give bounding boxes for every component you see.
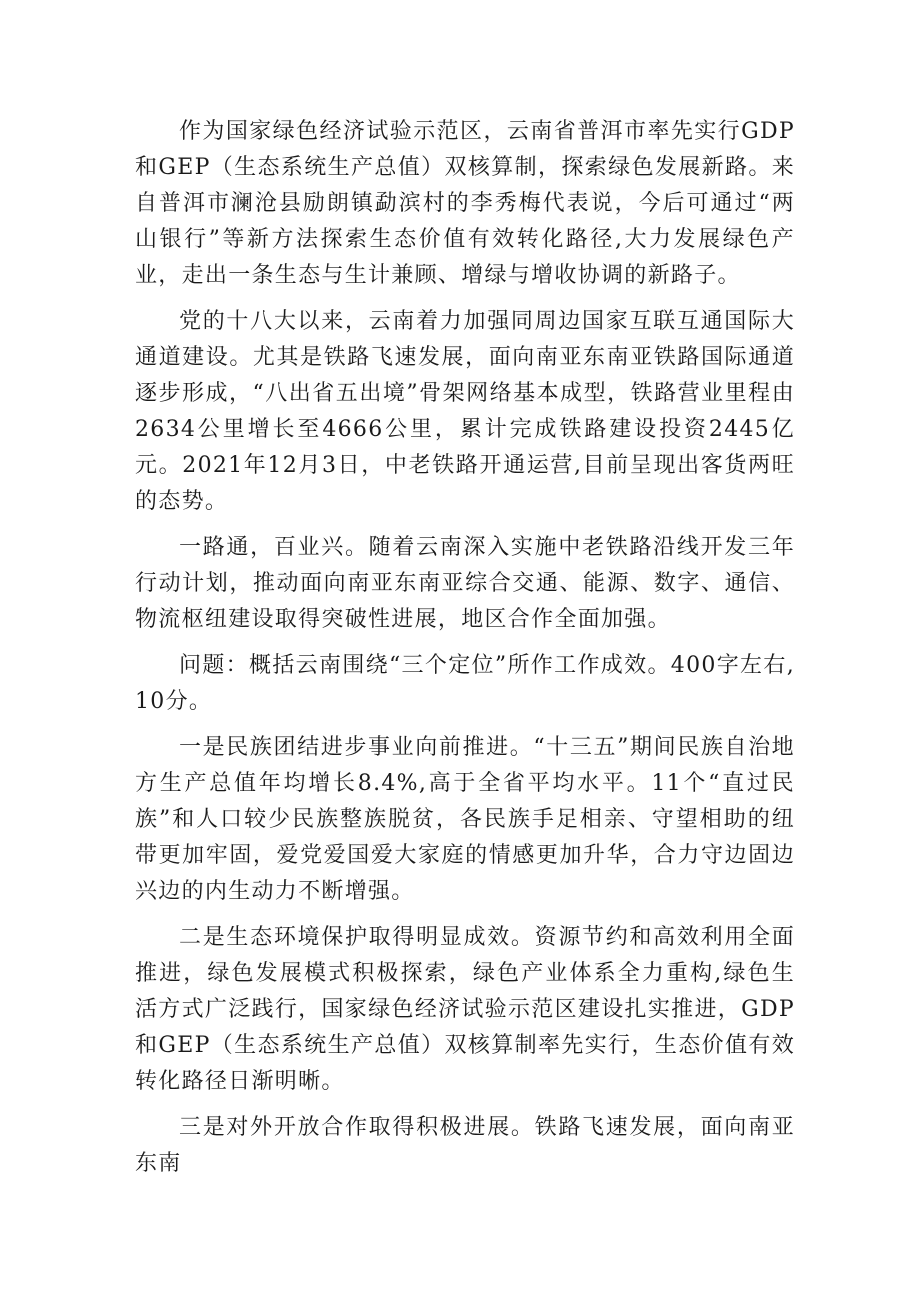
- paragraph-answer-opening-up: 三是对外开放合作取得积极进展。铁路飞速发展，面向南亚东南: [135, 1115, 795, 1176]
- paragraph-railway-development: 党的十八大以来，云南着力加强同周边国家互联互通国际大通道建设。尤其是铁路飞速发展，面向南亚东南亚铁路国际通道逐步形成，“八出省五出境”骨架网络基本成型，铁路营业里程由2634公里增长至4666公里，累计完成铁路建设投资2445亿元。2021年12月3日，中老铁路开通运营,目前呈现出客货两旺的态势。: [135, 309, 795, 514]
- paragraph-question: 问题：概括云南围绕“三个定位”所作工作成效。400字左右,10分。: [135, 653, 795, 714]
- paragraph-green-economy: 作为国家绿色经济试验示范区，云南省普洱市率先实行GDP和GEP（生态系统生产总值）双核算制，探索绿色发展新路。来自普洱市澜沧县励朗镇勐滨村的李秀梅代表说，今后可通过“两山银行”等新方法探索生态价值有效转化路径,大力发展绿色产业，走出一条生态与生计兼顾、增绿与增收协调的新路子。: [135, 119, 795, 288]
- paragraph-answer-ecology: 二是生态环境保护取得明显成效。资源节约和高效利用全面推进，绿色发展模式积极探索，绿色产业体系全力重构,绿色生活方式广泛践行，国家绿色经济试验示范区建设扎实推进，GDP和GEP（生态系统生产总值）双核算制率先实行，生态价值有效转化路径日渐明晰。: [135, 925, 795, 1094]
- paragraph-answer-ethnic-unity: 一是民族团结进步事业向前推进。“十三五”期间民族自治地方生产总值年均增长8.4%,高于全省平均水平。11个“直过民族”和人口较少民族整族脱贫，各民族手足相亲、守望相助的纽带更加牢固，爱党爱国爱大家庭的情感更加升华，合力守边固边兴边的内生动力不断增强。: [135, 735, 795, 904]
- paragraph-regional-cooperation: 一路通，百业兴。随着云南深入实施中老铁路沿线开发三年行动计划，推动面向南亚东南亚综合交通、能源、数字、通信、物流枢纽建设取得突破性进展，地区合作全面加强。: [135, 535, 795, 632]
- document-body: [135, 114, 795, 1192]
